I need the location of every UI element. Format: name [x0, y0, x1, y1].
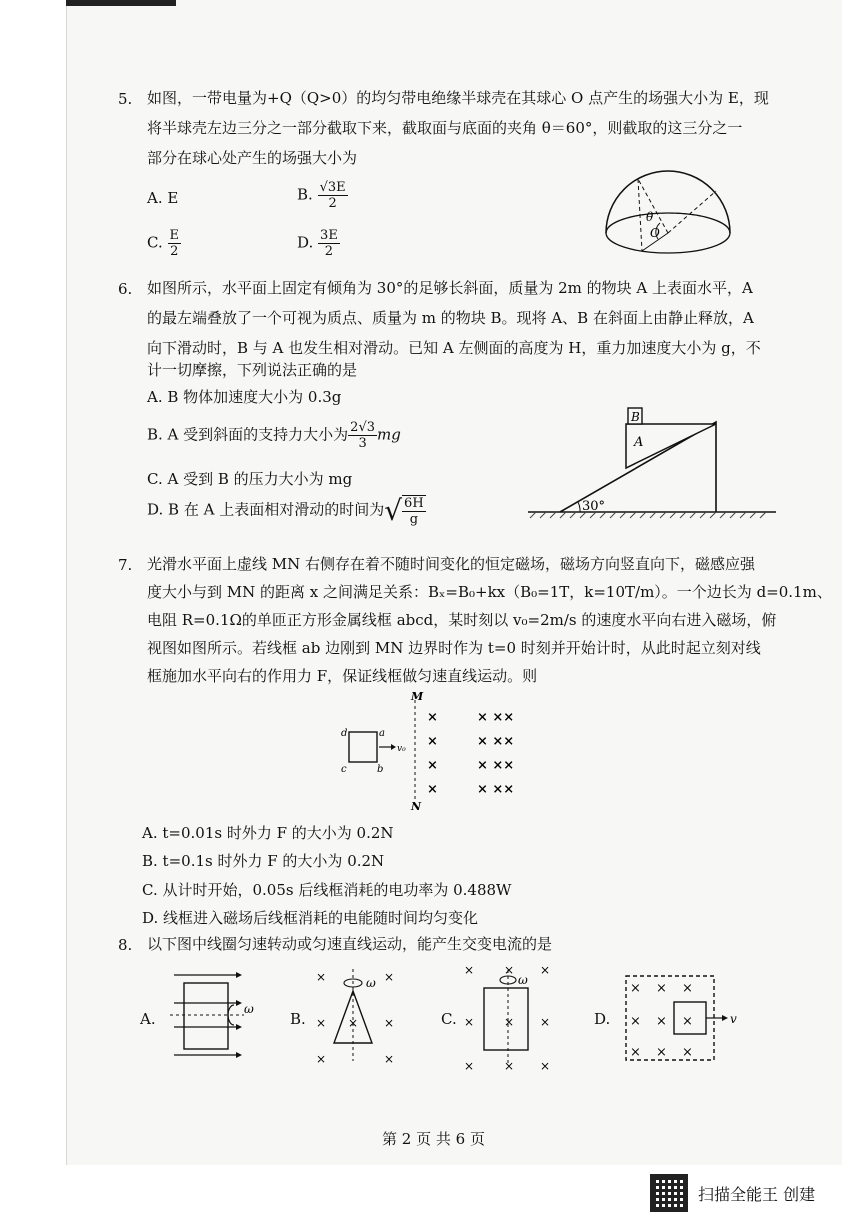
q8-c-x: × [504, 1059, 515, 1072]
q8-c-x: × [540, 1015, 551, 1029]
q8-d-x: × [630, 1045, 641, 1060]
q8-b-x: × [348, 1016, 359, 1030]
q5-text-line2: 将半球壳左边三分之一部分截取下来，截取面与底面的夹角 θ＝60°，则截取的这三分之一 [147, 119, 743, 137]
q6-text-line3: 向下滑动时，B 与 A 也发生相对滑动。已知 A 左侧面的高度为 H，重力加速度大小为 g，不 [147, 339, 761, 357]
q7-field-x: × [427, 782, 438, 797]
q8-d-x: × [682, 981, 693, 996]
q7-option-d: D. 线框进入磁场后线框消耗的电能随时间均匀变化 [142, 909, 479, 927]
q7-fig-m: M [411, 692, 424, 703]
q5-number: 5. [118, 90, 133, 108]
q8-d-velocity: v [730, 1012, 737, 1026]
q7-text-line2: 度大小与到 MN 的距离 x 之间满足关系：Bₓ=B₀+kx（B₀=1T，k=10T/m）。一个边长为 d=0.1m、 [147, 583, 832, 601]
q8-b-x: × [316, 1016, 327, 1030]
q8-figure-c [460, 962, 560, 1072]
q8-c-x: × [464, 963, 475, 977]
q8-b-omega: ω [366, 976, 376, 990]
q7-fig-v0: v₀ [397, 744, 406, 754]
q5-option-c-fraction: $\frac{E}{2}$ [169, 228, 179, 259]
q7-text-line1: 光滑水平面上虚线 MN 右侧存在着不随时间变化的恒定磁场，磁场方向竖直向下，磁感应强 [147, 555, 756, 573]
q8-d-x: × [630, 981, 641, 996]
q8-figure-a [160, 965, 260, 1065]
q5-fig-o: O [650, 226, 660, 240]
q8-c-x: × [464, 1059, 475, 1072]
q8-c-x: × [504, 963, 515, 977]
q7-text-line5: 框施加水平向右的作用力 F，保证线框做匀速直线运动。则 [147, 667, 538, 685]
q7-fig-n: N [411, 800, 422, 810]
q6-option-b-label: B. A 受到斜面的支持力大小为 [147, 425, 349, 444]
scan-edge-mark [66, 0, 176, 6]
q5-option-d-fraction: $\frac{3E}{2}$ [320, 228, 338, 259]
q7-magnetic-field-figure [335, 692, 535, 810]
q5-fig-theta: θ [646, 210, 654, 224]
q7-field-xx: × ×× [477, 734, 515, 749]
q8-label-b: B. [290, 1010, 306, 1028]
q8-d-x: × [656, 1045, 667, 1060]
q7-text-line4: 视图如图所示。若线框 ab 边刚到 MN 边界时作为 t=0 时刻并开始计时，从此时起立刻对线 [147, 639, 761, 657]
q7-fig-d: d [341, 728, 348, 739]
q7-fig-a: a [379, 728, 385, 739]
qr-code-icon [650, 1174, 688, 1212]
q8-c-x: × [540, 963, 551, 977]
q7-number: 7. [118, 556, 133, 574]
scanner-watermark [650, 1172, 860, 1218]
q6-fig-block-a: A [634, 435, 644, 450]
q6-text-line4: 计一切摩擦，下列说法正确的是 [147, 361, 358, 379]
q8-c-omega: ω [518, 973, 528, 987]
q5-text-line1: 如图，一带电量为+Q（Q>0）的均匀带电绝缘半球壳在其球心 O 点产生的场强大小为 E，现 [147, 89, 769, 107]
q5-option-c [147, 228, 181, 259]
q7-field-x: × [427, 710, 438, 725]
q7-text-line3: 电阻 R=0.1Ω的单匝正方形金属线框 abcd，某时刻以 v₀=2m/s 的速度水平向右进入磁场，俯 [147, 611, 777, 629]
q5-text-line3: 部分在球心处产生的场强大小为 [147, 149, 358, 167]
q5-option-d-label: D. [297, 233, 314, 252]
page-footer: 第 2 页 共 6 页 [382, 1130, 485, 1148]
q8-b-x: × [316, 970, 327, 984]
q8-label-d: D. [594, 1010, 611, 1028]
q8-d-x: × [656, 981, 667, 996]
q7-field-xx: × ×× [477, 758, 515, 773]
q8-b-x: × [384, 970, 395, 984]
q8-text-line1: 以下图中线圈匀速转动或匀速直线运动，能产生交变电流的是 [147, 935, 553, 953]
q7-field-x: × [427, 734, 438, 749]
q6-text-line1: 如图所示，水平面上固定有倾角为 30°的足够长斜面，质量为 2m 的物块 A 上表面水平，A [147, 279, 753, 297]
q6-incline-figure [520, 400, 780, 526]
q8-d-x: × [656, 1014, 667, 1029]
q8-c-x: × [540, 1059, 551, 1072]
q8-figure-d [618, 968, 748, 1068]
q8-figure-b [308, 965, 408, 1065]
q6-option-c: C. A 受到 B 的压力大小为 mg [147, 470, 353, 488]
q5-option-c-label: C. [147, 233, 163, 252]
q8-b-x: × [384, 1016, 395, 1030]
q6-option-a: A. B 物体加速度大小为 0.3g [147, 388, 342, 406]
q6-option-d: D. B 在 A 上表面相对滑动的时间为√ $\frac{6H}{g}$ [147, 494, 424, 527]
q6-option-b [147, 420, 401, 451]
q8-label-c: C. [441, 1010, 457, 1028]
q5-option-a: A. E [147, 189, 179, 207]
q7-fig-b: b [377, 764, 384, 775]
q8-d-x: × [682, 1045, 693, 1060]
q7-field-xx: × ×× [477, 710, 515, 725]
q8-b-x: × [384, 1052, 395, 1065]
q6-fig-block-b: B [631, 410, 640, 424]
q8-number: 8. [118, 936, 133, 954]
q8-d-x: × [630, 1014, 641, 1029]
q7-fig-c: c [341, 764, 347, 775]
q7-field-xx: × ×× [477, 782, 515, 797]
q6-option-b-unit: mg [377, 425, 401, 444]
q8-c-x: × [504, 1015, 515, 1029]
q6-option-d-fraction: $\frac{6H}{g}$ [404, 495, 424, 527]
q5-option-d [297, 228, 340, 259]
q7-option-a: A. t=0.01s 时外力 F 的大小为 0.2N [142, 824, 394, 842]
q7-option-b: B. t=0.1s 时外力 F 的大小为 0.2N [142, 852, 385, 870]
q8-label-a: A. [140, 1010, 156, 1028]
q6-option-b-fraction: $\frac{2√3}{3}$ [350, 420, 375, 451]
q5-hemisphere-figure [598, 165, 738, 263]
scanner-text: 扫描全能王 创建 [698, 1185, 816, 1204]
q8-b-x: × [316, 1052, 327, 1065]
q8-a-omega: ω [244, 1002, 254, 1016]
q8-d-x: × [682, 1014, 693, 1029]
q7-field-x: × [427, 758, 438, 773]
q7-option-c: C. 从计时开始，0.05s 后线框消耗的电功率为 0.488W [142, 881, 512, 899]
q5-option-b-fraction: $\frac{√3E}{2}$ [319, 180, 346, 211]
q8-c-x: × [464, 1015, 475, 1029]
q6-fig-angle: 30° [582, 499, 606, 514]
q6-text-line2: 的最左端叠放了一个可视为质点、质量为 m 的物块 B。现将 A、B 在斜面上由静止释放，A [147, 309, 754, 327]
q6-number: 6. [118, 280, 133, 298]
q6-option-d-label: D. B 在 A 上表面相对滑动的时间为 [147, 500, 385, 519]
q5-option-b-label: B. [297, 185, 313, 204]
q5-option-b [297, 180, 348, 211]
